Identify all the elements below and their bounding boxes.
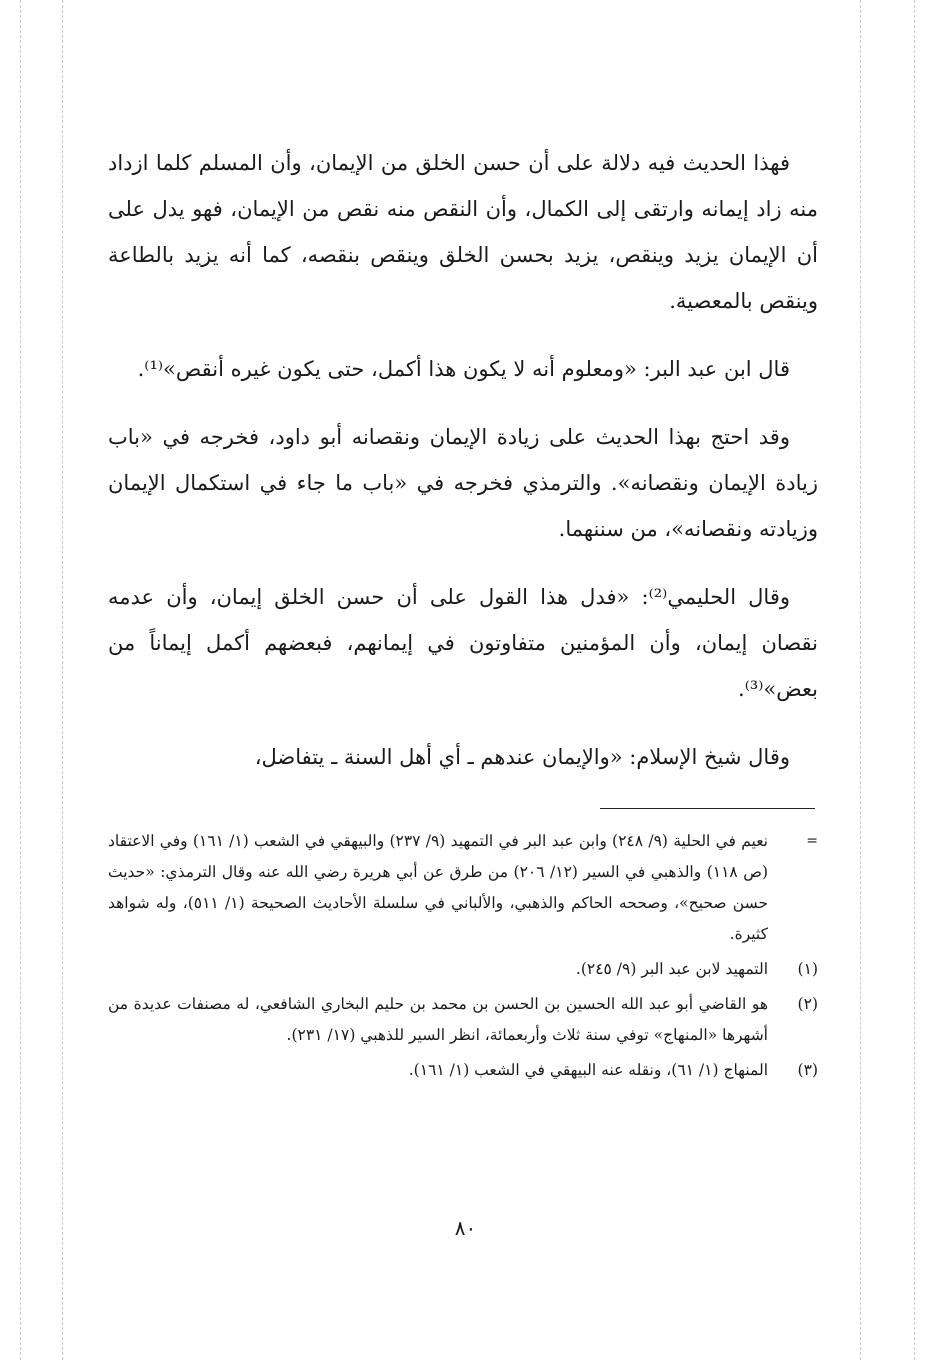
paragraph: قال ابن عبد البر: «ومعلوم أنه لا يكون هذا أكمل، حتى يكون غيره أنقص»⁽¹⁾. [137,357,790,381]
footnote-continuation [108,826,818,950]
paragraph: فهذا الحديث فيه دلالة على أن حسن الخلق من الإيمان، وأن المسلم كلما ازداد منه زاد إيمانه وارتقى إلى الكمال، وأن النقص منه نقص من الإيمان، فهو يدل على أن الإيمان يزيد وينقص، يزيد بحسن الخلق وينقص بنقصه، كما أنه يزيد بالطاعة وينقص بالمعصية. [108,151,818,313]
paragraph: وقد احتج بهذا الحديث على زيادة الإيمان ونقصانه أبو داود، فخرجه في «باب زيادة الإيمان ونقصانه». والترمذي فخرجه في «باب ما جاء في استكمال الإيمان وزيادته ونقصانه»، من سننهما. [108,425,818,541]
paragraph: وقال الحليمي⁽²⁾: «فدل هذا القول على أن حسن الخلق إيمان، وأن عدمه نقصان إيمان، وأن المؤمنين متفاوتون في إيمانهم، فبعضهم أكمل إيماناً من بعض»⁽³⁾. [108,585,818,701]
footnote-marker: (٣) [797,1061,818,1079]
footnote-marker: = [806,833,818,849]
footnote-text: هو القاضي أبو عبد الله الحسين بن الحسن بن محمد بن حليم البخاري الشافعي، له مصنفات عديدة من أشهرها «المنهاج» توفي سنة ثلاث وأربعمائة، انظر السير للذهبي (١٧/ ٢٣١). [108,995,768,1044]
footnote-2 [108,989,818,1051]
footnote-separator [600,808,815,809]
scan-guide-line [914,0,915,1360]
footnote-marker: (١) [797,960,818,978]
footnote-3 [108,1055,818,1086]
footnotes [108,826,818,1090]
footnote-text: التمهيد لابن عبد البر (٩/ ٢٤٥). [575,960,768,978]
scan-guide-line [860,0,861,1360]
footnote-text: نعيم في الحلية (٩/ ٢٤٨) وابن عبد البر في التمهيد (٩/ ٢٣٧) والبيهقي في الشعب (١/ ١٦١) وفي الاعتقاد (ص ١١٨) والذهبي في السير (١٢/ ٢٠٦) من طرق عن أبي هريرة رضي الله عنه وقال الترمذي: «حديث حسن صحيح»، وصححه الحاكم والذهبي، والألباني في سلسلة الأحاديث الصحيحة (١/ ٥١١)، وله شواهد كثيرة. [108,832,768,943]
main-text [108,140,818,780]
footnote-1 [108,954,818,985]
footnote-text: المنهاج (١/ ٦١)، ونقله عنه البيهقي في الشعب (١/ ١٦١). [408,1061,768,1079]
scan-guide-line [20,0,21,1360]
scan-guide-line [62,0,63,1360]
page-number: ٨٠ [454,1216,477,1240]
paragraph: وقال شيخ الإسلام: «والإيمان عندهم ـ أي أهل السنة ـ يتفاضل، [254,745,790,769]
footnote-marker: (٢) [797,995,818,1013]
